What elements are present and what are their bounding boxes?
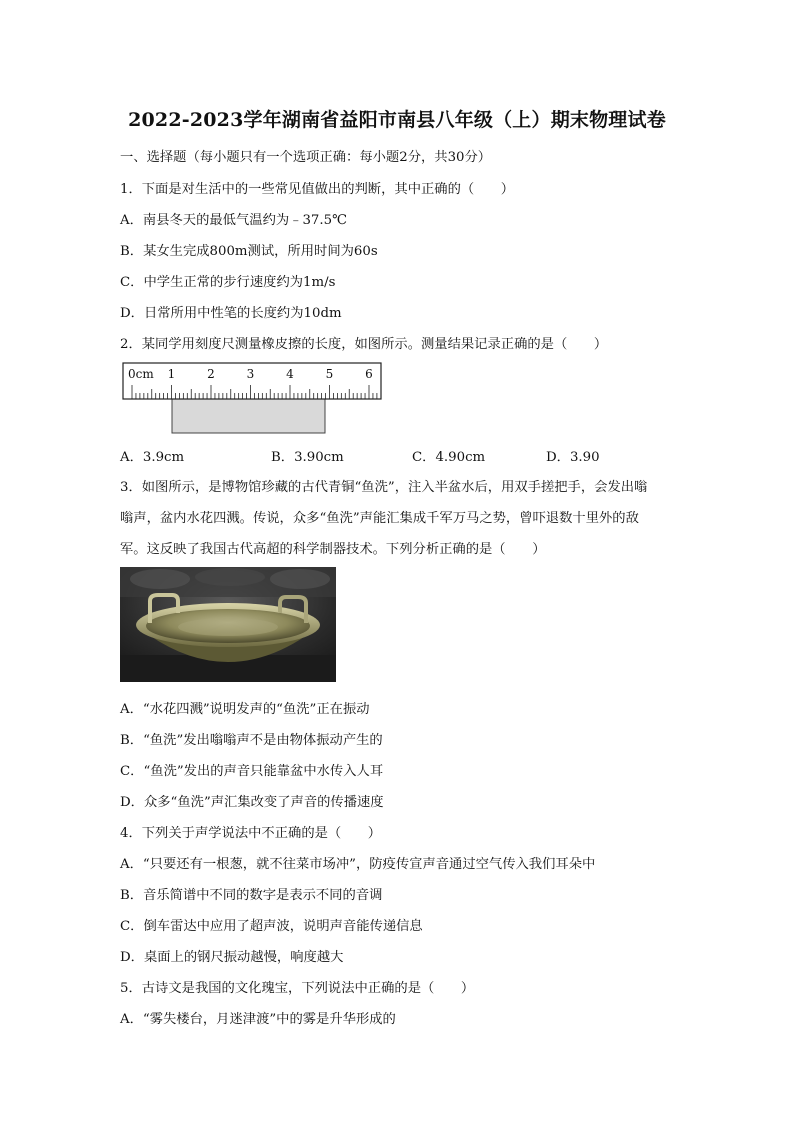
ruler-number: 2 xyxy=(207,367,215,381)
question-3-stem-line-2: 嗡声，盆内水花四溅。传说，众多“鱼洗”声能汇集成千军万马之势，曾吓退数十里外的敌 xyxy=(120,511,639,526)
question-3-stem xyxy=(120,472,680,565)
bronze-basin-image xyxy=(120,567,336,682)
question-4-option-c: C．倒车雷达中应用了超声波，说明声音能传递信息 xyxy=(120,919,423,934)
ruler-number: 5 xyxy=(325,367,334,381)
question-1-stem: 1．下面是对生活中的一些常见值做出的判断，其中正确的（ ） xyxy=(120,182,515,197)
question-2-options xyxy=(120,446,680,466)
question-2-stem: 2．某同学用刻度尺测量橡皮擦的长度，如图所示。测量结果记录正确的是（ ） xyxy=(120,337,608,352)
ruler-unit-label: 0cm xyxy=(128,367,154,381)
bronze-basin-photo xyxy=(120,567,336,682)
ruler-number: 4 xyxy=(286,367,294,381)
question-1-option-c: C．中学生正常的步行速度约为1m/s xyxy=(120,275,336,290)
question-3-option-b: B．“鱼洗”发出嗡嗡声不是由物体振动产生的 xyxy=(120,733,383,748)
question-4-option-b: B．音乐简谱中不同的数字是表示不同的音调 xyxy=(120,888,383,903)
ruler-figure xyxy=(122,362,384,436)
ruler-diagram xyxy=(122,362,384,436)
question-4-stem: 4．下列关于声学说法中不正确的是（ ） xyxy=(120,826,382,841)
eraser-shape xyxy=(172,399,325,433)
question-3-stem-line-3: 军。这反映了我国古代高超的科学制器技术。下列分析正确的是（ ） xyxy=(120,542,546,557)
question-1-option-b: B．某女生完成800m测试，所用时间为60s xyxy=(120,244,378,259)
question-1-option-d: D．日常所用中性笔的长度约为10dm xyxy=(120,306,342,321)
question-3-option-d: D．众多“鱼洗”声汇集改变了声音的传播速度 xyxy=(120,795,384,810)
question-5-stem: 5．古诗文是我国的文化瑰宝，下列说法中正确的是（ ） xyxy=(120,981,475,996)
question-3-option-c: C．“鱼洗”发出的声音只能靠盆中水传入人耳 xyxy=(120,764,384,779)
question-5-option-a: A．“雾失楼台，月迷津渡”中的雾是升华形成的 xyxy=(120,1012,396,1027)
question-2-option-d: D．3.90 xyxy=(546,450,600,465)
question-2-option-a: A．3.9cm xyxy=(120,450,185,465)
page-title: 2022-2023学年湖南省益阳市南县八年级（上）期末物理试卷 xyxy=(128,109,666,131)
ruler-number: 3 xyxy=(246,367,255,381)
question-4-option-a: A．“只要还有一根葱，就不往菜市场冲”，防疫传宣声音通过空气传入我们耳朵中 xyxy=(120,857,596,872)
ruler-number: 1 xyxy=(167,367,176,381)
question-2-option-b: B．3.90cm xyxy=(271,450,344,465)
section-heading: 一、选择题（每小题只有一个选项正确：每小题2分，共30分） xyxy=(120,150,492,165)
ruler-number: 6 xyxy=(365,367,373,381)
question-2-option-c: C．4.90cm xyxy=(412,450,486,465)
question-4-option-d: D．桌面上的钢尺振动越慢，响度越大 xyxy=(120,950,344,965)
question-1-option-a: A．南县冬天的最低气温约为﹣37.5℃ xyxy=(120,213,347,228)
question-3-stem-line-1: 3．如图所示，是博物馆珍藏的古代青铜“鱼洗”，注入半盆水后，用双手搓把手，会发出嗡 xyxy=(120,480,648,495)
question-3-option-a: A．“水花四溅”说明发声的“鱼洗”正在振动 xyxy=(120,702,370,717)
